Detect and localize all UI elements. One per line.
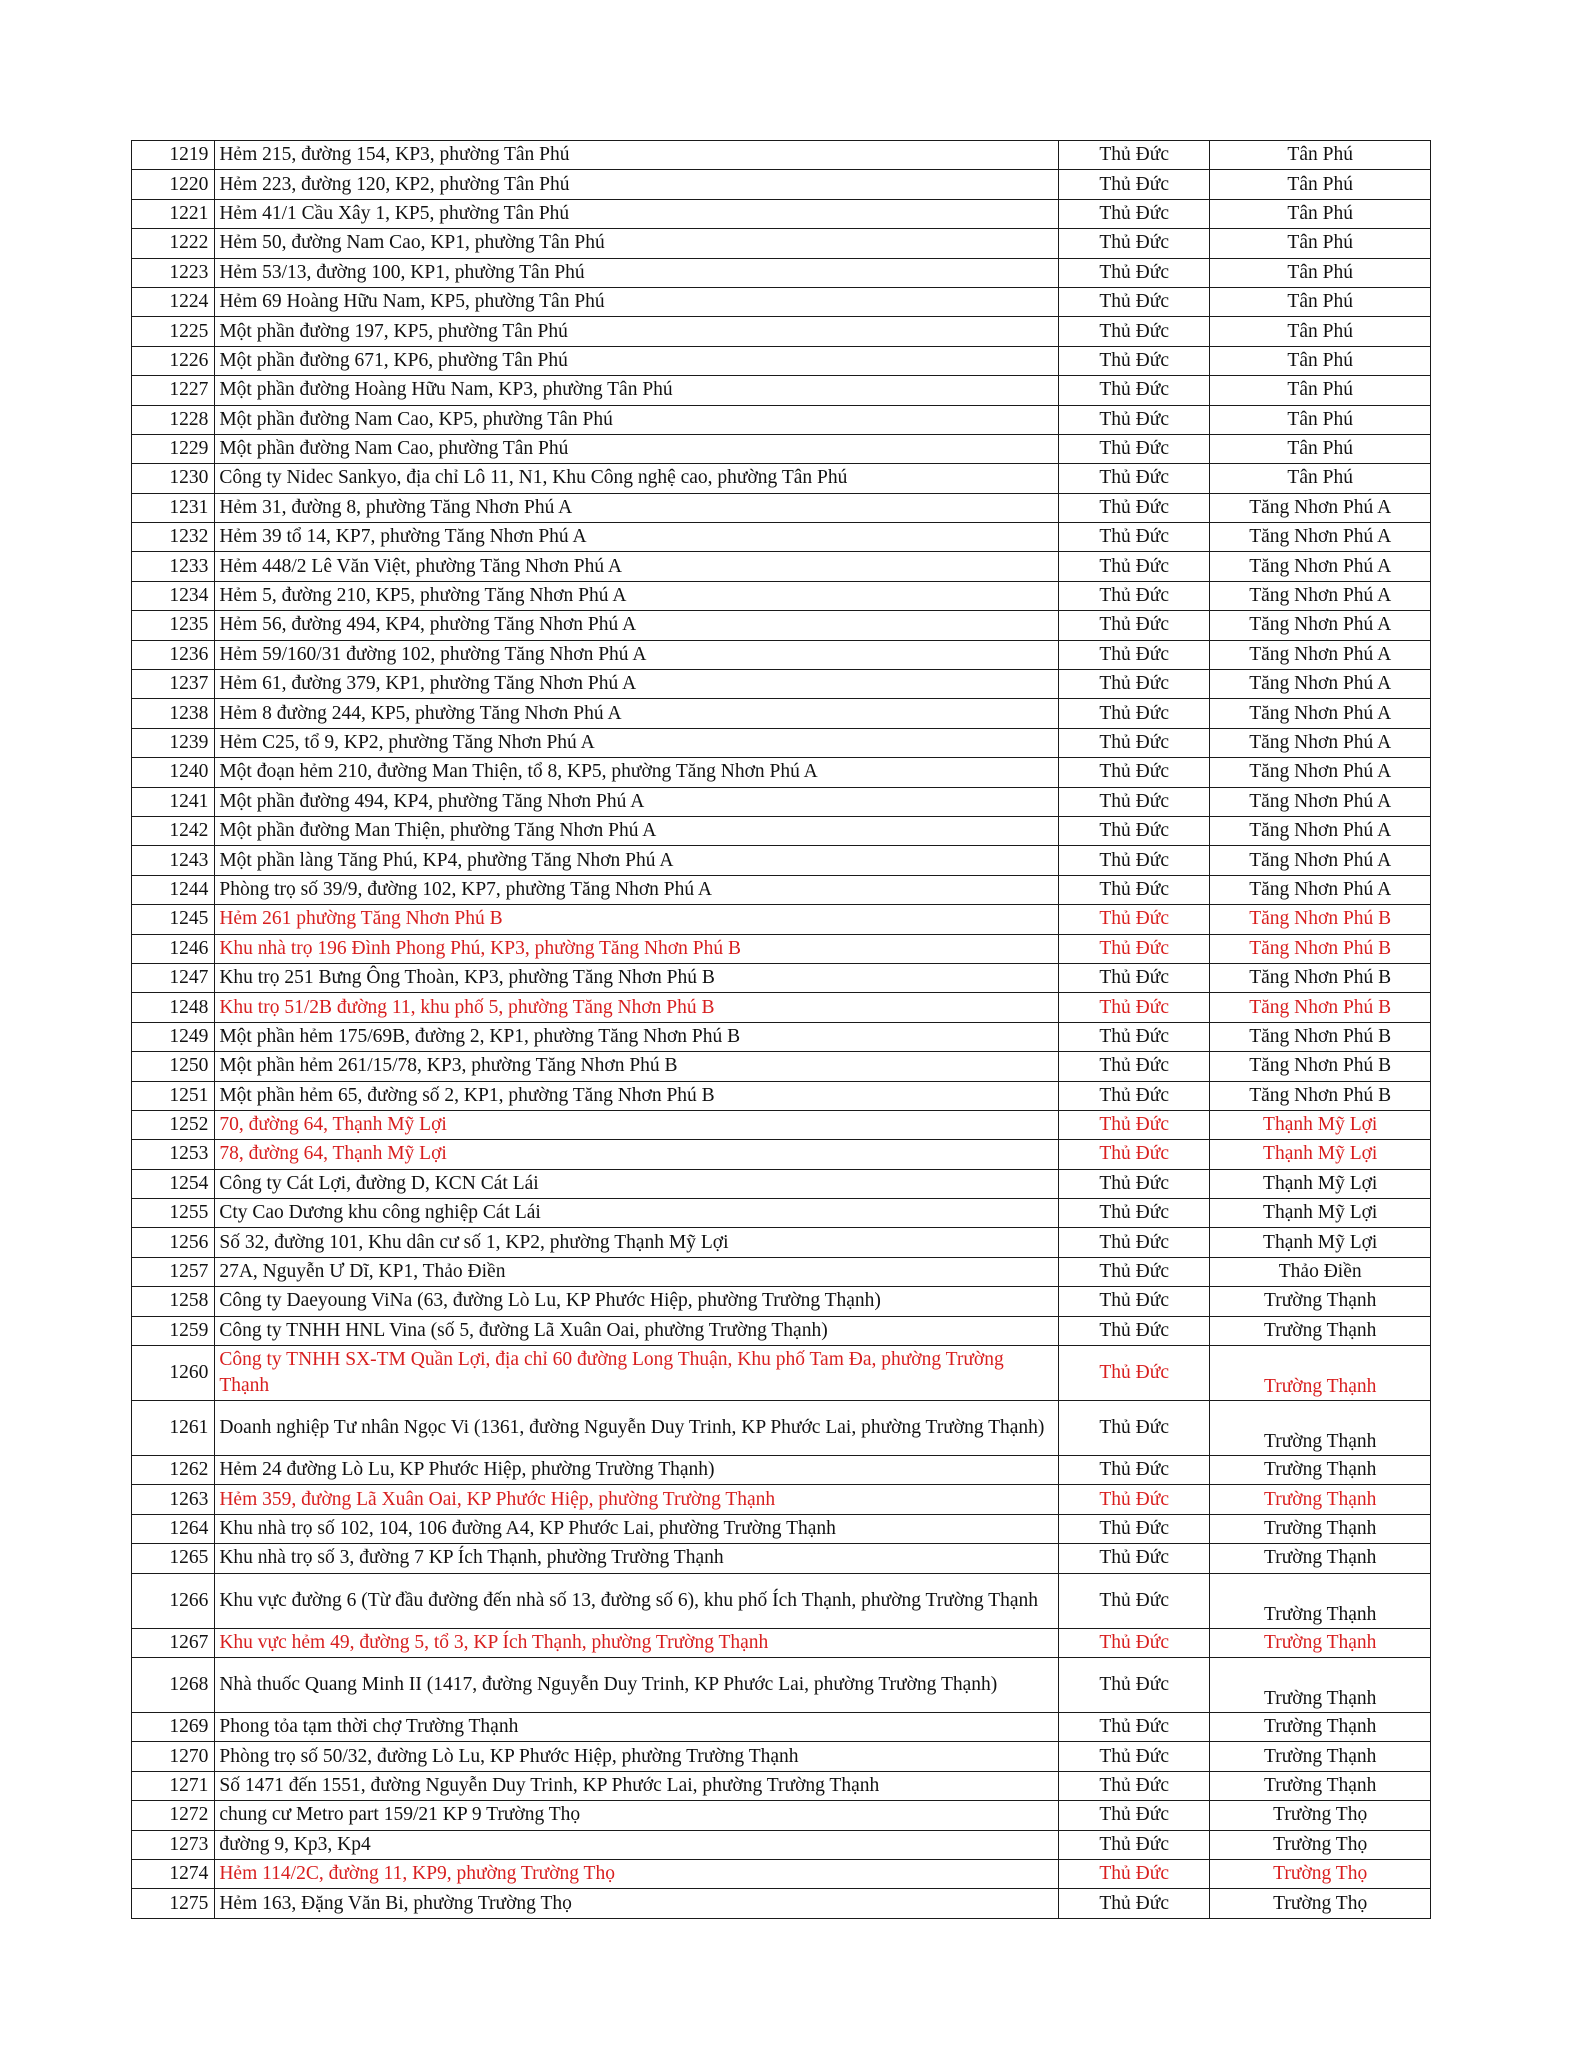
address-cell: Khu trọ 51/2B đường 11, khu phố 5, phường Tăng Nhơn Phú B xyxy=(215,993,1059,1022)
ward-cell: Thạnh Mỹ Lợi xyxy=(1210,1140,1431,1169)
table-row xyxy=(132,1022,1431,1051)
address-cell: Khu nhà trọ số 3, đường 7 KP Ích Thạnh, phường Trường Thạnh xyxy=(215,1544,1059,1573)
ward-cell: Tăng Nhơn Phú A xyxy=(1210,699,1431,728)
address-cell: Phong tỏa tạm thời chợ Trường Thạnh xyxy=(215,1712,1059,1741)
district-cell: Thủ Đức xyxy=(1058,1859,1209,1888)
ward-cell: Tăng Nhơn Phú A xyxy=(1210,552,1431,581)
address-cell: Một phần hẻm 261/15/78, KP3, phường Tăng Nhơn Phú B xyxy=(215,1052,1059,1081)
district-cell: Thủ Đức xyxy=(1058,787,1209,816)
ward-cell: Trường Thạnh xyxy=(1210,1771,1431,1800)
table-row xyxy=(132,376,1431,405)
table-row xyxy=(132,1169,1431,1198)
row-number-cell: 1245 xyxy=(132,905,215,934)
ward-cell: Tân Phú xyxy=(1210,434,1431,463)
district-cell: Thủ Đức xyxy=(1058,258,1209,287)
ward-cell: Trường Thạnh xyxy=(1210,1514,1431,1543)
row-number-cell: 1243 xyxy=(132,846,215,875)
row-number-cell: 1275 xyxy=(132,1889,215,1918)
address-cell: Công ty Cát Lợi, đường D, KCN Cát Lái xyxy=(215,1169,1059,1198)
district-cell: Thủ Đức xyxy=(1058,1401,1209,1456)
district-cell: Thủ Đức xyxy=(1058,199,1209,228)
table-row xyxy=(132,699,1431,728)
ward-cell: Tân Phú xyxy=(1210,405,1431,434)
address-cell: Nhà thuốc Quang Minh II (1417, đường Nguyễn Duy Trinh, KP Phước Lai, phường Trường Thạnh) xyxy=(215,1657,1059,1712)
table-row xyxy=(132,1830,1431,1859)
row-number-cell: 1229 xyxy=(132,434,215,463)
district-cell: Thủ Đức xyxy=(1058,1346,1209,1401)
table-row xyxy=(132,199,1431,228)
table-row xyxy=(132,846,1431,875)
ward-cell: Tăng Nhơn Phú A xyxy=(1210,728,1431,757)
address-cell: Hẻm 39 tổ 14, KP7, phường Tăng Nhơn Phú A xyxy=(215,523,1059,552)
district-cell: Thủ Đức xyxy=(1058,1712,1209,1741)
district-cell: Thủ Đức xyxy=(1058,1022,1209,1051)
row-number-cell: 1258 xyxy=(132,1287,215,1316)
district-cell: Thủ Đức xyxy=(1058,287,1209,316)
district-cell: Thủ Đức xyxy=(1058,434,1209,463)
address-cell: Hẻm 41/1 Cầu Xây 1, KP5, phường Tân Phú xyxy=(215,199,1059,228)
row-number-cell: 1257 xyxy=(132,1257,215,1286)
table-row xyxy=(132,1052,1431,1081)
row-number-cell: 1267 xyxy=(132,1628,215,1657)
address-cell: 70, đường 64, Thạnh Mỹ Lợi xyxy=(215,1110,1059,1139)
row-number-cell: 1248 xyxy=(132,993,215,1022)
table-row xyxy=(132,170,1431,199)
table-row xyxy=(132,875,1431,904)
table-row xyxy=(132,758,1431,787)
table-row xyxy=(132,581,1431,610)
ward-cell: Tân Phú xyxy=(1210,464,1431,493)
table-row xyxy=(132,1287,1431,1316)
ward-cell: Tăng Nhơn Phú A xyxy=(1210,640,1431,669)
row-number-cell: 1260 xyxy=(132,1346,215,1401)
ward-cell: Trường Thạnh xyxy=(1210,1456,1431,1485)
address-cell: Hẻm 69 Hoàng Hữu Nam, KP5, phường Tân Phú xyxy=(215,287,1059,316)
district-cell: Thủ Đức xyxy=(1058,346,1209,375)
district-cell: Thủ Đức xyxy=(1058,523,1209,552)
table-row xyxy=(132,1742,1431,1771)
row-number-cell: 1224 xyxy=(132,287,215,316)
district-cell: Thủ Đức xyxy=(1058,611,1209,640)
table-row xyxy=(132,905,1431,934)
row-number-cell: 1261 xyxy=(132,1401,215,1456)
table-row xyxy=(132,493,1431,522)
ward-cell: Trường Thạnh xyxy=(1210,1346,1431,1401)
row-number-cell: 1252 xyxy=(132,1110,215,1139)
ward-cell: Tăng Nhơn Phú A xyxy=(1210,493,1431,522)
table-row xyxy=(132,1316,1431,1345)
district-cell: Thủ Đức xyxy=(1058,1287,1209,1316)
ward-cell: Trường Thọ xyxy=(1210,1859,1431,1888)
ward-cell: Trường Thạnh xyxy=(1210,1742,1431,1771)
row-number-cell: 1223 xyxy=(132,258,215,287)
table-row xyxy=(132,816,1431,845)
ward-cell: Tân Phú xyxy=(1210,258,1431,287)
address-cell: Khu nhà trọ 196 Đình Phong Phú, KP3, phường Tăng Nhơn Phú B xyxy=(215,934,1059,963)
table-row xyxy=(132,258,1431,287)
address-cell: Một phần đường Nam Cao, phường Tân Phú xyxy=(215,434,1059,463)
district-cell: Thủ Đức xyxy=(1058,640,1209,669)
ward-cell: Tân Phú xyxy=(1210,229,1431,258)
row-number-cell: 1221 xyxy=(132,199,215,228)
row-number-cell: 1273 xyxy=(132,1830,215,1859)
ward-cell: Trường Thạnh xyxy=(1210,1287,1431,1316)
district-cell: Thủ Đức xyxy=(1058,1544,1209,1573)
district-cell: Thủ Đức xyxy=(1058,170,1209,199)
district-cell: Thủ Đức xyxy=(1058,1257,1209,1286)
district-cell: Thủ Đức xyxy=(1058,1742,1209,1771)
row-number-cell: 1264 xyxy=(132,1514,215,1543)
ward-cell: Tăng Nhơn Phú B xyxy=(1210,1022,1431,1051)
address-cell: Hẻm 163, Đặng Văn Bi, phường Trường Thọ xyxy=(215,1889,1059,1918)
table-row xyxy=(132,1859,1431,1888)
address-cell: Phòng trọ số 39/9, đường 102, KP7, phường Tăng Nhơn Phú A xyxy=(215,875,1059,904)
district-cell: Thủ Đức xyxy=(1058,1573,1209,1628)
row-number-cell: 1240 xyxy=(132,758,215,787)
district-cell: Thủ Đức xyxy=(1058,1199,1209,1228)
address-cell: Một phần đường Man Thiện, phường Tăng Nhơn Phú A xyxy=(215,816,1059,845)
row-number-cell: 1232 xyxy=(132,523,215,552)
address-cell: Hẻm 59/160/31 đường 102, phường Tăng Nhơn Phú A xyxy=(215,640,1059,669)
district-cell: Thủ Đức xyxy=(1058,1052,1209,1081)
address-cell: Hẻm 448/2 Lê Văn Việt, phường Tăng Nhơn Phú A xyxy=(215,552,1059,581)
address-cell: Một phần đường 671, KP6, phường Tân Phú xyxy=(215,346,1059,375)
address-cell: Công ty Daeyoung ViNa (63, đường Lò Lu, KP Phước Hiệp, phường Trường Thạnh) xyxy=(215,1287,1059,1316)
district-cell: Thủ Đức xyxy=(1058,1657,1209,1712)
ward-cell: Trường Thạnh xyxy=(1210,1657,1431,1712)
row-number-cell: 1263 xyxy=(132,1485,215,1514)
address-cell: Hẻm 359, đường Lã Xuân Oai, KP Phước Hiệp, phường Trường Thạnh xyxy=(215,1485,1059,1514)
table-row xyxy=(132,670,1431,699)
table-row xyxy=(132,552,1431,581)
table-row xyxy=(132,434,1431,463)
row-number-cell: 1254 xyxy=(132,1169,215,1198)
ward-cell: Tăng Nhơn Phú B xyxy=(1210,1081,1431,1110)
table-row xyxy=(132,1514,1431,1543)
table-row xyxy=(132,1657,1431,1712)
district-cell: Thủ Đức xyxy=(1058,1169,1209,1198)
ward-cell: Tăng Nhơn Phú B xyxy=(1210,905,1431,934)
ward-cell: Tăng Nhơn Phú B xyxy=(1210,934,1431,963)
district-cell: Thủ Đức xyxy=(1058,405,1209,434)
address-cell: Hẻm 261 phường Tăng Nhơn Phú B xyxy=(215,905,1059,934)
table-row xyxy=(132,1573,1431,1628)
address-cell: Hẻm 56, đường 494, KP4, phường Tăng Nhơn Phú A xyxy=(215,611,1059,640)
address-cell: Một phần làng Tăng Phú, KP4, phường Tăng Nhơn Phú A xyxy=(215,846,1059,875)
district-cell: Thủ Đức xyxy=(1058,816,1209,845)
row-number-cell: 1262 xyxy=(132,1456,215,1485)
table-row xyxy=(132,317,1431,346)
address-cell: đường 9, Kp3, Kp4 xyxy=(215,1830,1059,1859)
table-row xyxy=(132,993,1431,1022)
row-number-cell: 1220 xyxy=(132,170,215,199)
district-cell: Thủ Đức xyxy=(1058,1228,1209,1257)
ward-cell: Trường Thạnh xyxy=(1210,1401,1431,1456)
row-number-cell: 1268 xyxy=(132,1657,215,1712)
address-cell: Một phần đường Nam Cao, KP5, phường Tân Phú xyxy=(215,405,1059,434)
district-cell: Thủ Đức xyxy=(1058,1485,1209,1514)
ward-cell: Tăng Nhơn Phú A xyxy=(1210,875,1431,904)
table-row xyxy=(132,287,1431,316)
row-number-cell: 1255 xyxy=(132,1199,215,1228)
row-number-cell: 1235 xyxy=(132,611,215,640)
address-cell: Một đoạn hẻm 210, đường Man Thiện, tổ 8, KP5, phường Tăng Nhơn Phú A xyxy=(215,758,1059,787)
table-row xyxy=(132,1889,1431,1918)
table-row xyxy=(132,1712,1431,1741)
row-number-cell: 1237 xyxy=(132,670,215,699)
ward-cell: Trường Thọ xyxy=(1210,1830,1431,1859)
row-number-cell: 1242 xyxy=(132,816,215,845)
ward-cell: Tăng Nhơn Phú A xyxy=(1210,846,1431,875)
row-number-cell: 1239 xyxy=(132,728,215,757)
ward-cell: Trường Thạnh xyxy=(1210,1573,1431,1628)
district-cell: Thủ Đức xyxy=(1058,552,1209,581)
locations-table xyxy=(131,140,1431,1919)
ward-cell: Tăng Nhơn Phú A xyxy=(1210,787,1431,816)
ward-cell: Tăng Nhơn Phú A xyxy=(1210,611,1431,640)
address-cell: Phòng trọ số 50/32, đường Lò Lu, KP Phước Hiệp, phường Trường Thạnh xyxy=(215,1742,1059,1771)
ward-cell: Tân Phú xyxy=(1210,317,1431,346)
ward-cell: Thảo Điền xyxy=(1210,1257,1431,1286)
district-cell: Thủ Đức xyxy=(1058,963,1209,992)
ward-cell: Trường Thọ xyxy=(1210,1801,1431,1830)
ward-cell: Thạnh Mỹ Lợi xyxy=(1210,1169,1431,1198)
row-number-cell: 1236 xyxy=(132,640,215,669)
district-cell: Thủ Đức xyxy=(1058,905,1209,934)
ward-cell: Tân Phú xyxy=(1210,199,1431,228)
row-number-cell: 1225 xyxy=(132,317,215,346)
row-number-cell: 1253 xyxy=(132,1140,215,1169)
district-cell: Thủ Đức xyxy=(1058,1771,1209,1800)
row-number-cell: 1244 xyxy=(132,875,215,904)
row-number-cell: 1226 xyxy=(132,346,215,375)
table-row xyxy=(132,1485,1431,1514)
address-cell: Một phần đường 197, KP5, phường Tân Phú xyxy=(215,317,1059,346)
district-cell: Thủ Đức xyxy=(1058,728,1209,757)
row-number-cell: 1228 xyxy=(132,405,215,434)
district-cell: Thủ Đức xyxy=(1058,493,1209,522)
ward-cell: Tăng Nhơn Phú A xyxy=(1210,816,1431,845)
address-cell: Hẻm 31, đường 8, phường Tăng Nhơn Phú A xyxy=(215,493,1059,522)
ward-cell: Tăng Nhơn Phú A xyxy=(1210,523,1431,552)
ward-cell: Thạnh Mỹ Lợi xyxy=(1210,1228,1431,1257)
row-number-cell: 1271 xyxy=(132,1771,215,1800)
district-cell: Thủ Đức xyxy=(1058,1889,1209,1918)
row-number-cell: 1269 xyxy=(132,1712,215,1741)
table-row xyxy=(132,934,1431,963)
table-row xyxy=(132,611,1431,640)
table-row xyxy=(132,1257,1431,1286)
ward-cell: Thạnh Mỹ Lợi xyxy=(1210,1110,1431,1139)
ward-cell: Trường Thạnh xyxy=(1210,1485,1431,1514)
district-cell: Thủ Đức xyxy=(1058,1456,1209,1485)
table-row xyxy=(132,1628,1431,1657)
address-cell: Hẻm 50, đường Nam Cao, KP1, phường Tân Phú xyxy=(215,229,1059,258)
address-cell: Hẻm C25, tổ 9, KP2, phường Tăng Nhơn Phú A xyxy=(215,728,1059,757)
address-cell: Khu nhà trọ số 102, 104, 106 đường A4, KP Phước Lai, phường Trường Thạnh xyxy=(215,1514,1059,1543)
locations-table-body xyxy=(132,141,1431,1919)
table-row xyxy=(132,1346,1431,1401)
table-row xyxy=(132,728,1431,757)
ward-cell: Tăng Nhơn Phú A xyxy=(1210,670,1431,699)
table-row xyxy=(132,1771,1431,1800)
address-cell: Hẻm 114/2C, đường 11, KP9, phường Trường Thọ xyxy=(215,1859,1059,1888)
row-number-cell: 1274 xyxy=(132,1859,215,1888)
row-number-cell: 1246 xyxy=(132,934,215,963)
district-cell: Thủ Đức xyxy=(1058,1514,1209,1543)
ward-cell: Tân Phú xyxy=(1210,170,1431,199)
table-row xyxy=(132,1544,1431,1573)
district-cell: Thủ Đức xyxy=(1058,1110,1209,1139)
ward-cell: Trường Thạnh xyxy=(1210,1544,1431,1573)
address-cell: chung cư Metro part 159/21 KP 9 Trường Thọ xyxy=(215,1801,1059,1830)
ward-cell: Tân Phú xyxy=(1210,287,1431,316)
ward-cell: Trường Thạnh xyxy=(1210,1316,1431,1345)
row-number-cell: 1230 xyxy=(132,464,215,493)
district-cell: Thủ Đức xyxy=(1058,699,1209,728)
row-number-cell: 1234 xyxy=(132,581,215,610)
table-row xyxy=(132,1140,1431,1169)
ward-cell: Tăng Nhơn Phú B xyxy=(1210,963,1431,992)
row-number-cell: 1270 xyxy=(132,1742,215,1771)
table-row xyxy=(132,1199,1431,1228)
row-number-cell: 1265 xyxy=(132,1544,215,1573)
row-number-cell: 1231 xyxy=(132,493,215,522)
row-number-cell: 1266 xyxy=(132,1573,215,1628)
row-number-cell: 1241 xyxy=(132,787,215,816)
row-number-cell: 1233 xyxy=(132,552,215,581)
address-cell: Một phần hẻm 175/69B, đường 2, KP1, phường Tăng Nhơn Phú B xyxy=(215,1022,1059,1051)
row-number-cell: 1249 xyxy=(132,1022,215,1051)
address-cell: Một phần đường Hoàng Hữu Nam, KP3, phường Tân Phú xyxy=(215,376,1059,405)
table-row xyxy=(132,1401,1431,1456)
row-number-cell: 1227 xyxy=(132,376,215,405)
row-number-cell: 1250 xyxy=(132,1052,215,1081)
district-cell: Thủ Đức xyxy=(1058,846,1209,875)
address-cell: Hẻm 24 đường Lò Lu, KP Phước Hiệp, phường Trường Thạnh) xyxy=(215,1456,1059,1485)
district-cell: Thủ Đức xyxy=(1058,581,1209,610)
address-cell: Khu vực hẻm 49, đường 5, tổ 3, KP Ích Thạnh, phường Trường Thạnh xyxy=(215,1628,1059,1657)
table-row xyxy=(132,229,1431,258)
address-cell: Số 32, đường 101, Khu dân cư số 1, KP2, phường Thạnh Mỹ Lợi xyxy=(215,1228,1059,1257)
ward-cell: Tân Phú xyxy=(1210,141,1431,170)
district-cell: Thủ Đức xyxy=(1058,1140,1209,1169)
district-cell: Thủ Đức xyxy=(1058,229,1209,258)
address-cell: Hẻm 61, đường 379, KP1, phường Tăng Nhơn Phú A xyxy=(215,670,1059,699)
row-number-cell: 1251 xyxy=(132,1081,215,1110)
table-row xyxy=(132,1456,1431,1485)
ward-cell: Trường Thạnh xyxy=(1210,1628,1431,1657)
address-cell: Công ty TNHH HNL Vina (số 5, đường Lã Xuân Oai, phường Trường Thạnh) xyxy=(215,1316,1059,1345)
district-cell: Thủ Đức xyxy=(1058,934,1209,963)
row-number-cell: 1259 xyxy=(132,1316,215,1345)
ward-cell: Tăng Nhơn Phú A xyxy=(1210,581,1431,610)
table-row xyxy=(132,1110,1431,1139)
row-number-cell: 1272 xyxy=(132,1801,215,1830)
address-cell: Hẻm 8 đường 244, KP5, phường Tăng Nhơn Phú A xyxy=(215,699,1059,728)
district-cell: Thủ Đức xyxy=(1058,317,1209,346)
table-row xyxy=(132,1081,1431,1110)
district-cell: Thủ Đức xyxy=(1058,1316,1209,1345)
table-row xyxy=(132,1228,1431,1257)
address-cell: Khu trọ 251 Bưng Ông Thoàn, KP3, phường Tăng Nhơn Phú B xyxy=(215,963,1059,992)
district-cell: Thủ Đức xyxy=(1058,875,1209,904)
address-cell: Một phần đường 494, KP4, phường Tăng Nhơn Phú A xyxy=(215,787,1059,816)
district-cell: Thủ Đức xyxy=(1058,1830,1209,1859)
table-row xyxy=(132,963,1431,992)
table-row xyxy=(132,405,1431,434)
district-cell: Thủ Đức xyxy=(1058,993,1209,1022)
ward-cell: Tân Phú xyxy=(1210,376,1431,405)
district-cell: Thủ Đức xyxy=(1058,141,1209,170)
address-cell: Hẻm 53/13, đường 100, KP1, phường Tân Phú xyxy=(215,258,1059,287)
row-number-cell: 1219 xyxy=(132,141,215,170)
table-row xyxy=(132,1801,1431,1830)
district-cell: Thủ Đức xyxy=(1058,1628,1209,1657)
row-number-cell: 1247 xyxy=(132,963,215,992)
table-row xyxy=(132,523,1431,552)
ward-cell: Trường Thọ xyxy=(1210,1889,1431,1918)
address-cell: Công ty Nidec Sankyo, địa chỉ Lô 11, N1, Khu Công nghệ cao, phường Tân Phú xyxy=(215,464,1059,493)
table-row xyxy=(132,787,1431,816)
district-cell: Thủ Đức xyxy=(1058,670,1209,699)
ward-cell: Tăng Nhơn Phú A xyxy=(1210,758,1431,787)
district-cell: Thủ Đức xyxy=(1058,376,1209,405)
table-row xyxy=(132,640,1431,669)
ward-cell: Tăng Nhơn Phú B xyxy=(1210,1052,1431,1081)
address-cell: Một phần hẻm 65, đường số 2, KP1, phường Tăng Nhơn Phú B xyxy=(215,1081,1059,1110)
ward-cell: Tân Phú xyxy=(1210,346,1431,375)
address-cell: Khu vực đường 6 (Từ đầu đường đến nhà số 13, đường số 6), khu phố Ích Thạnh, phường Trường Thạnh xyxy=(215,1573,1059,1628)
ward-cell: Tăng Nhơn Phú B xyxy=(1210,993,1431,1022)
district-cell: Thủ Đức xyxy=(1058,464,1209,493)
row-number-cell: 1238 xyxy=(132,699,215,728)
ward-cell: Trường Thạnh xyxy=(1210,1712,1431,1741)
address-cell: 78, đường 64, Thạnh Mỹ Lợi xyxy=(215,1140,1059,1169)
row-number-cell: 1222 xyxy=(132,229,215,258)
address-cell: Hẻm 215, đường 154, KP3, phường Tân Phú xyxy=(215,141,1059,170)
district-cell: Thủ Đức xyxy=(1058,1081,1209,1110)
ward-cell: Thạnh Mỹ Lợi xyxy=(1210,1199,1431,1228)
address-cell: Cty Cao Dương khu công nghiệp Cát Lái xyxy=(215,1199,1059,1228)
district-cell: Thủ Đức xyxy=(1058,758,1209,787)
table-row xyxy=(132,464,1431,493)
table-row xyxy=(132,346,1431,375)
address-cell: 27A, Nguyễn Ư Dĩ, KP1, Thảo Điền xyxy=(215,1257,1059,1286)
address-cell: Hẻm 223, đường 120, KP2, phường Tân Phú xyxy=(215,170,1059,199)
row-number-cell: 1256 xyxy=(132,1228,215,1257)
district-cell: Thủ Đức xyxy=(1058,1801,1209,1830)
address-cell: Số 1471 đến 1551, đường Nguyễn Duy Trinh, KP Phước Lai, phường Trường Thạnh xyxy=(215,1771,1059,1800)
address-cell: Hẻm 5, đường 210, KP5, phường Tăng Nhơn Phú A xyxy=(215,581,1059,610)
address-cell: Công ty TNHH SX-TM Quần Lợi, địa chỉ 60 đường Long Thuận, Khu phố Tam Đa, phường Trường Thạnh xyxy=(215,1346,1059,1401)
address-cell: Doanh nghiệp Tư nhân Ngọc Vi (1361, đường Nguyễn Duy Trinh, KP Phước Lai, phường Trường Thạnh) xyxy=(215,1401,1059,1456)
table-row xyxy=(132,141,1431,170)
